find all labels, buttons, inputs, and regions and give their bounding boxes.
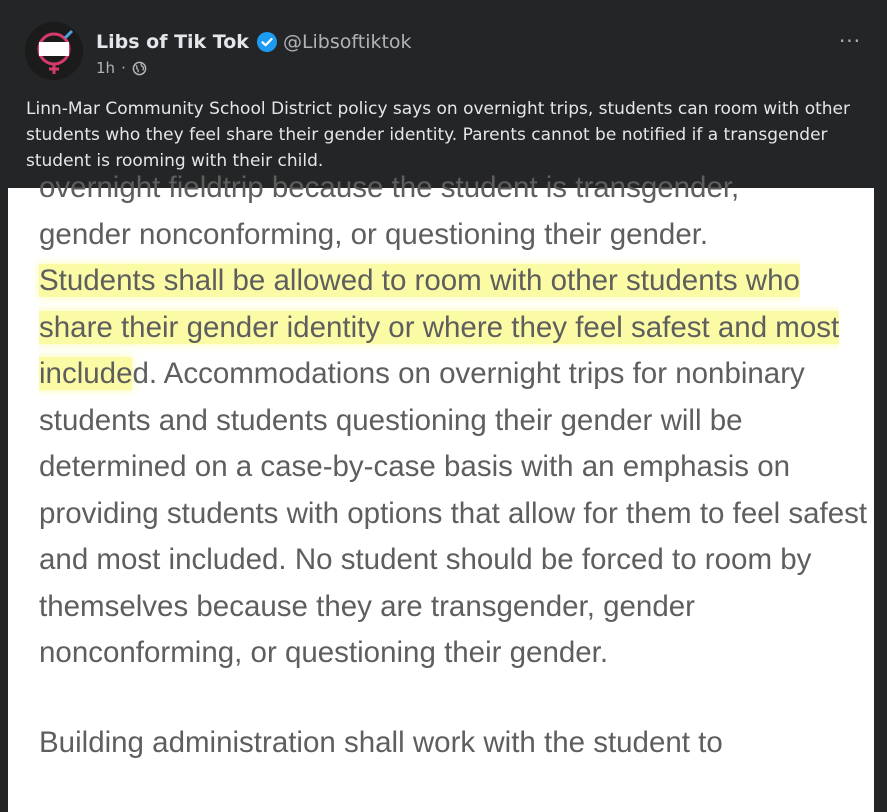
more-icon: ··· bbox=[838, 29, 862, 53]
post-meta bbox=[96, 57, 147, 79]
author-name[interactable]: Libs of Tik Tok bbox=[96, 31, 249, 53]
post-caption: Linn-Mar Community School District policy says on overnight trips, students can room with other students who they feel share their gender identity. Parents cannot be notified if a transgender student is rooming with their child. bbox=[26, 99, 850, 171]
author-handle[interactable]: @Libsoftiktok bbox=[282, 31, 412, 53]
paragraph-gap bbox=[39, 677, 869, 720]
document-line-1: overnight fieldtrip because the student is transgender, bbox=[39, 171, 740, 204]
meta-separator: · bbox=[121, 59, 126, 77]
document-line-2: gender nonconforming, or questioning their gender. bbox=[39, 217, 709, 251]
post-time[interactable]: 1h bbox=[96, 59, 116, 77]
post-header bbox=[0, 0, 887, 188]
document-paragraph-2: Building administration shall work with the student to bbox=[39, 725, 723, 759]
document-paragraph-1 bbox=[39, 165, 869, 677]
policy-document-image[interactable] bbox=[8, 171, 874, 812]
document-continuation: d. Accommodations on overnight trips for nonbinary students and students questioning their gender will be determined on a case-by-case basis with an emphasis on providing students with options that allow for them to feel safest and most included. No student should be forced to room by themselves because they are transgender, gender nonconforming, or questioning their gender. bbox=[39, 357, 868, 669]
document-text bbox=[39, 165, 869, 766]
globe-icon bbox=[132, 61, 147, 76]
more-options-button[interactable] bbox=[833, 28, 867, 54]
highlighted-text: Students shall be allowed to room with other students who share their gender identity or where they feel safest and most include bbox=[39, 264, 840, 390]
avatar[interactable] bbox=[25, 22, 83, 80]
verified-badge-icon bbox=[257, 32, 277, 52]
author-row bbox=[96, 29, 412, 55]
avatar-logo-icon bbox=[25, 22, 83, 80]
